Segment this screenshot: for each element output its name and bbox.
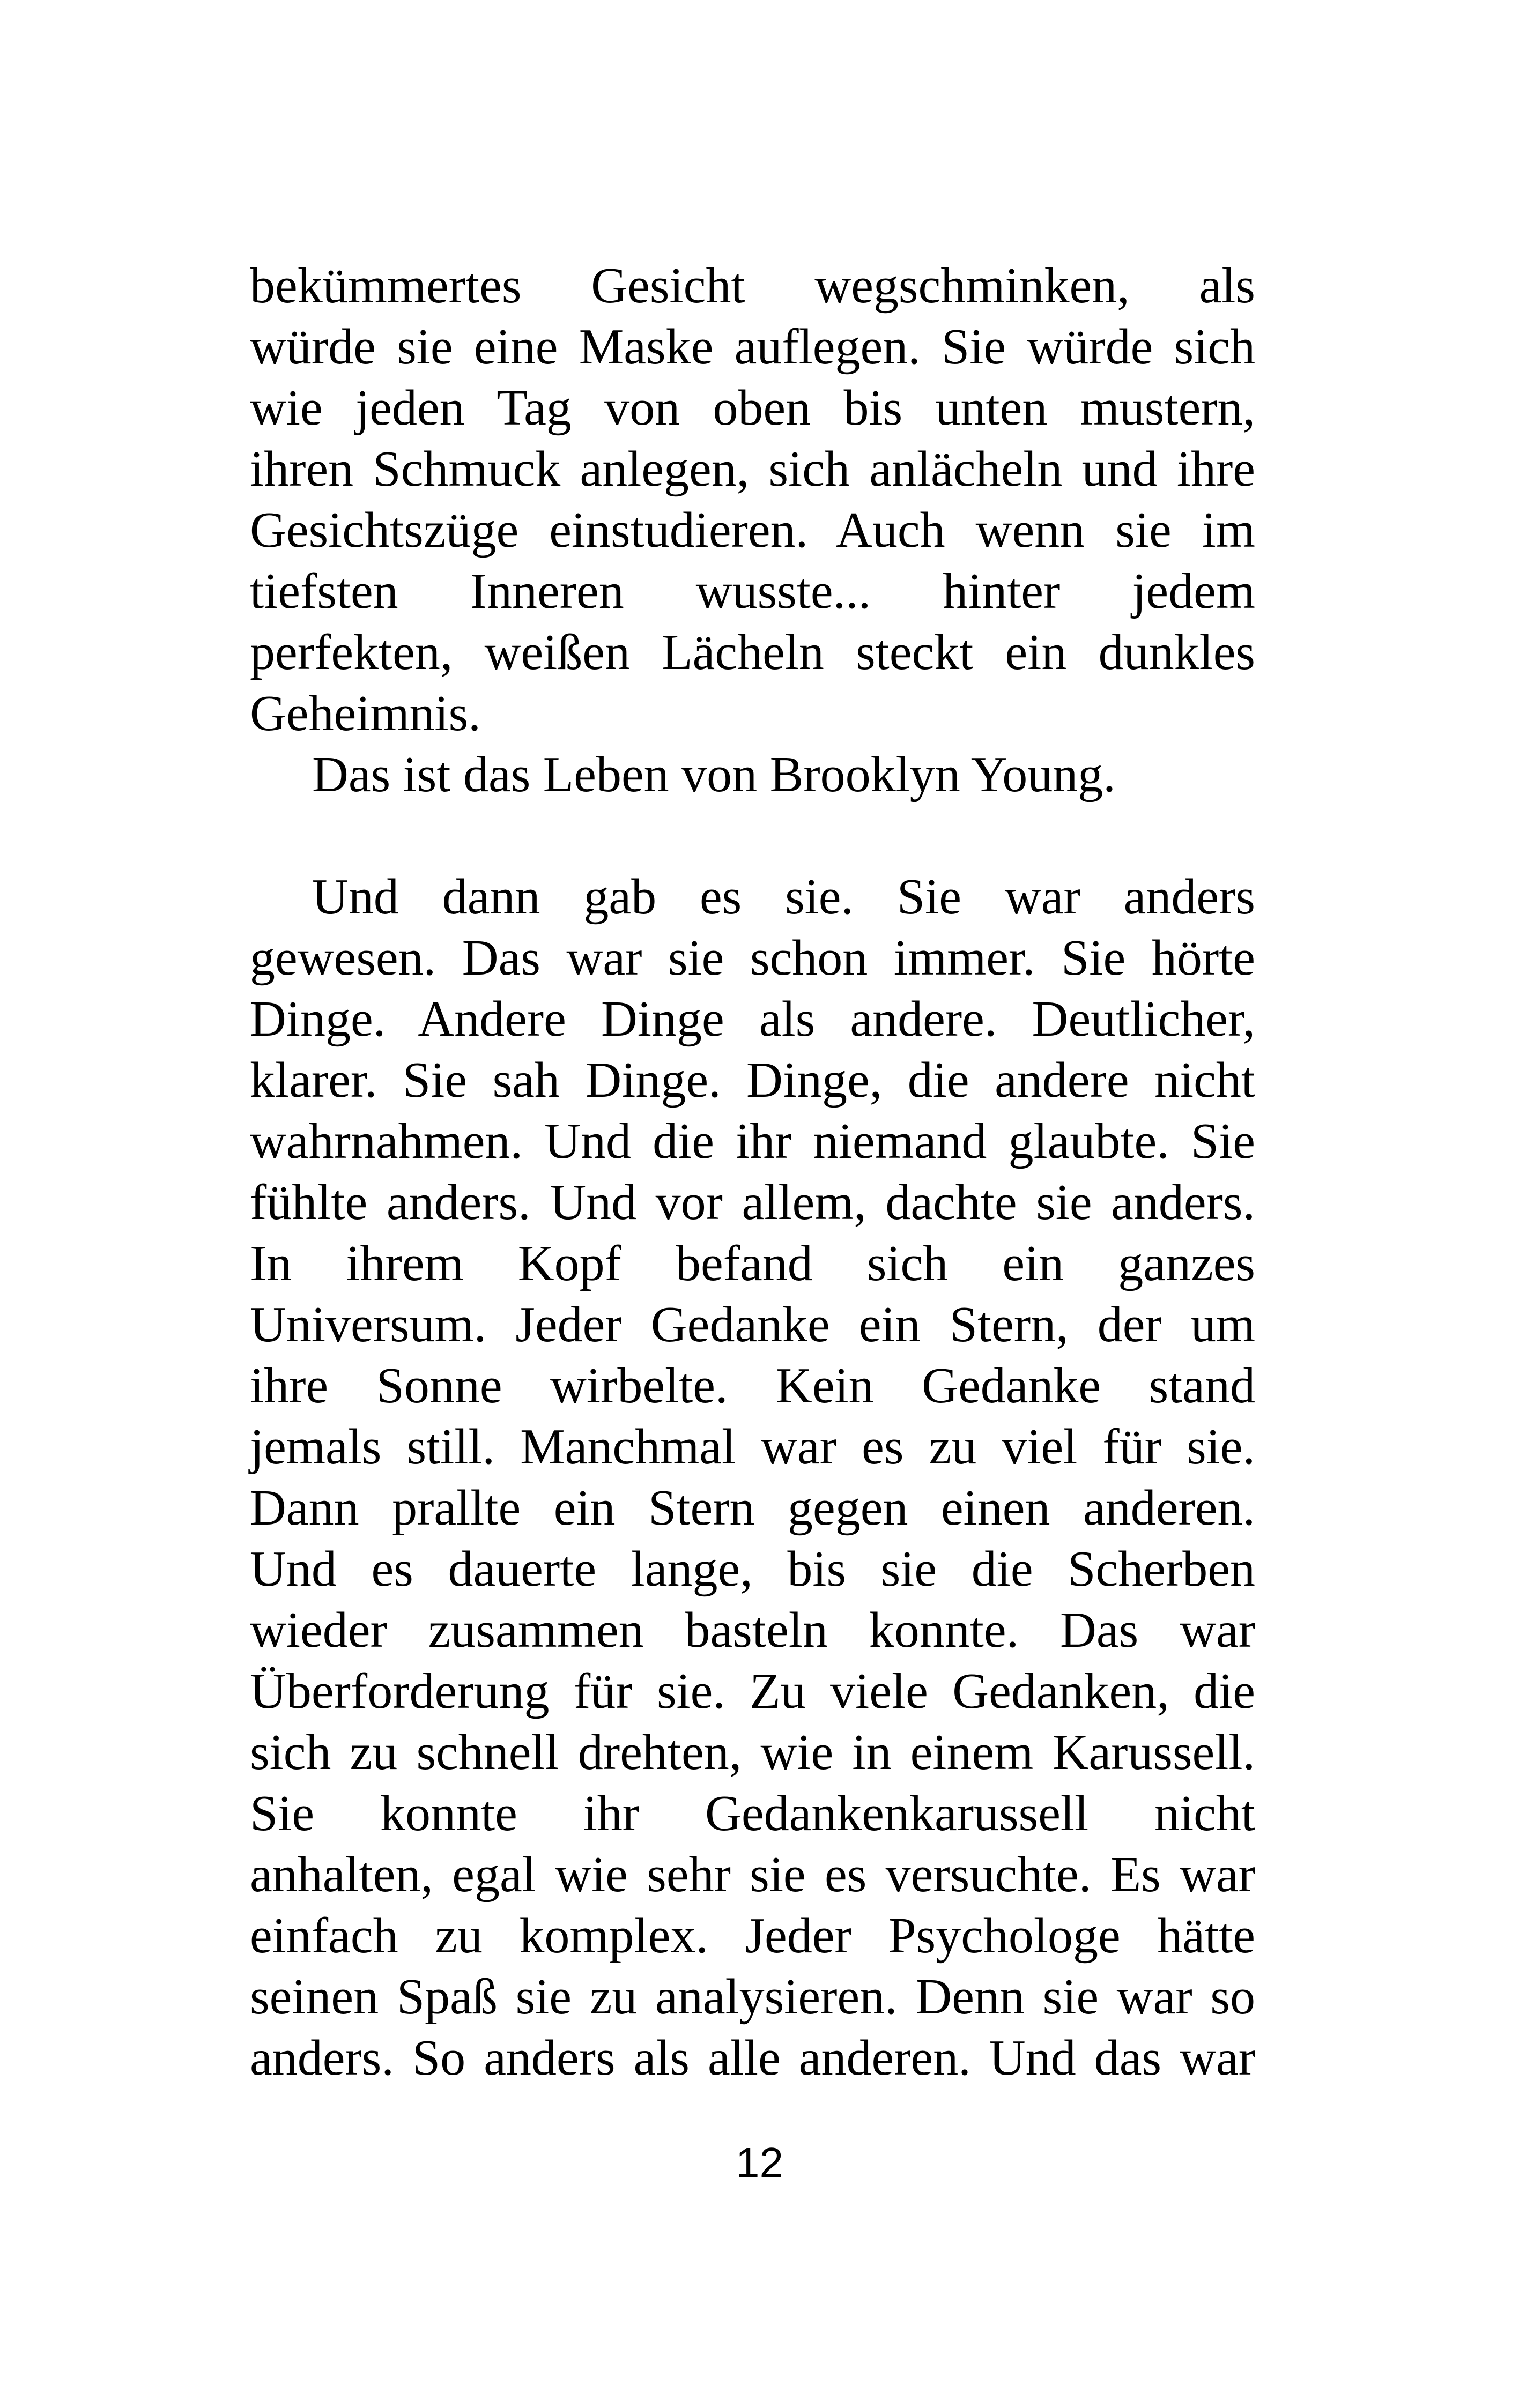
text-line: Dinge. Andere Dinge als andere. Deutlicher, <box>250 991 1255 1047</box>
text-line: seinen Spaß sie zu analysieren. Denn sie war so <box>250 1969 1255 2025</box>
text-line: Überforderung für sie. Zu viele Gedanken, die <box>250 1663 1255 1719</box>
text-line: anders. So anders als alle anderen. Und das war <box>250 2030 1255 2086</box>
text-line: Und dann gab es sie. Sie war anders <box>312 869 1255 925</box>
text-line: sich zu schnell drehten, wie in einem Karussell. <box>250 1725 1255 1780</box>
text-line: wie jeden Tag von oben bis unten mustern, <box>250 380 1255 436</box>
text-line: wieder zusammen basteln konnte. Das war <box>250 1602 1255 1658</box>
text-line: perfekten, weißen Lächeln steckt ein dunkles <box>250 625 1255 680</box>
text-line: tiefsten Inneren wusste... hinter jedem <box>250 563 1255 619</box>
paragraph-spacer <box>250 805 1255 866</box>
page-number: 12 <box>736 2139 783 2187</box>
text-line: Und es dauerte lange, bis sie die Scherben <box>250 1541 1255 1597</box>
text-line: anhalten, egal wie sehr sie es versuchte. Es war <box>250 1847 1255 1902</box>
text-line: bekümmertes Gesicht wegschminken, als <box>250 258 1255 314</box>
text-line: klarer. Sie sah Dinge. Dinge, die andere nicht <box>250 1052 1255 1108</box>
text-line: fühlte anders. Und vor allem, dachte sie anders. <box>250 1175 1255 1230</box>
text-line: ihren Schmuck anlegen, sich anlächeln und ihre <box>250 441 1255 497</box>
paragraph <box>250 866 1255 2089</box>
text-line: wahrnahmen. Und die ihr niemand glaubte. Sie <box>250 1113 1255 1169</box>
text-line: Gesichtszüge einstudieren. Auch wenn sie im <box>250 502 1255 558</box>
text-line: einfach zu komplex. Jeder Psychologe hätte <box>250 1908 1255 1964</box>
text-line: ihre Sonne wirbelte. Kein Gedanke stand <box>250 1358 1255 1414</box>
text-line: Dann prallte ein Stern gegen einen anderen. <box>250 1480 1255 1536</box>
text-line: Sie konnte ihr Gedankenkarussell nicht <box>250 1786 1255 1841</box>
text-line: Das ist das Leben von Brooklyn Young. <box>312 747 1116 802</box>
body-text <box>250 255 1255 2089</box>
text-line: In ihrem Kopf befand sich ein ganzes <box>250 1236 1255 1291</box>
paragraph <box>250 744 1255 805</box>
text-line: gewesen. Das war sie schon immer. Sie hörte <box>250 930 1255 986</box>
paragraph <box>250 255 1255 744</box>
text-line: jemals still. Manchmal war es zu viel für sie. <box>250 1419 1255 1475</box>
text-line: würde sie eine Maske auflegen. Sie würde sich <box>250 319 1255 375</box>
text-line: Geheimnis. <box>250 686 481 741</box>
text-line: Universum. Jeder Gedanke ein Stern, der um <box>250 1297 1255 1352</box>
